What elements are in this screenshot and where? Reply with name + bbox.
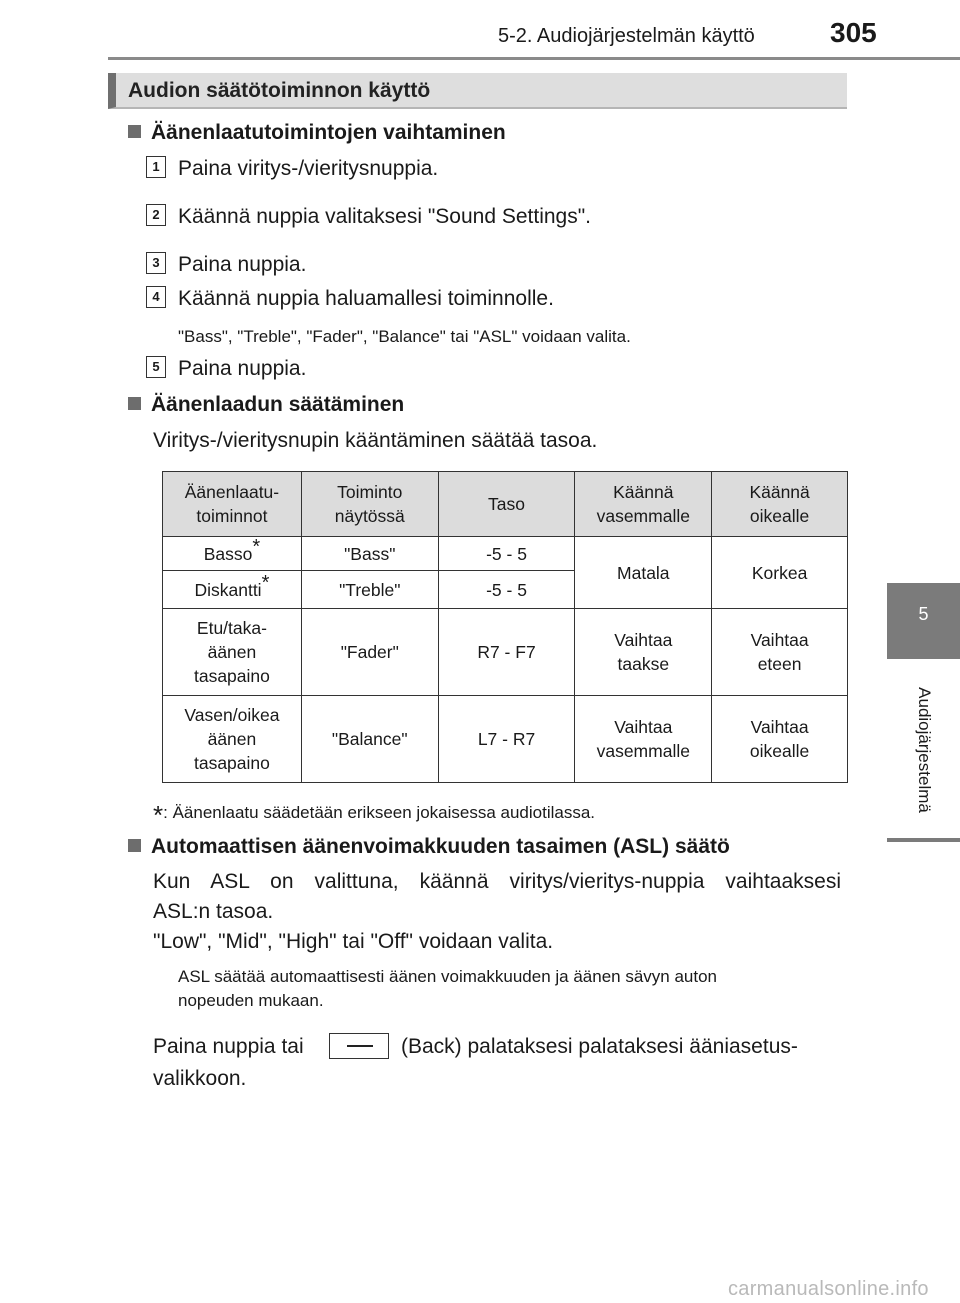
chapter-tab-label-box xyxy=(887,662,960,838)
subheading-asl xyxy=(128,835,730,859)
footnote-star: * xyxy=(252,535,261,558)
header-text: Toiminto näytössä xyxy=(334,482,405,526)
paragraph: Viritys-/vieritysnupin kääntäminen säätää tasoa. xyxy=(153,429,598,452)
sound-settings-table xyxy=(162,471,848,783)
cell-text: Vaihtaa oikealle xyxy=(749,717,810,761)
table-header-cell xyxy=(575,472,712,537)
table-row xyxy=(163,696,848,783)
table-cell: -5 - 5 xyxy=(438,537,575,571)
table-cell xyxy=(163,609,302,696)
table-cell: "Treble" xyxy=(301,571,438,609)
paragraph-line: Paina nuppia tai xyxy=(153,1035,304,1058)
table-header-cell xyxy=(438,472,575,537)
table-cell xyxy=(163,537,302,571)
header-section-title: 5-2. Audiojärjestelmän käyttö xyxy=(498,25,755,47)
subheading-tone-adjust xyxy=(128,393,404,417)
table-cell: R7 - F7 xyxy=(438,609,575,696)
footnote-star: * xyxy=(261,571,270,594)
chapter-label: Audiojärjestelmä xyxy=(914,687,934,813)
chapter-number: 5 xyxy=(918,604,929,624)
note-line: nopeuden mukaan. xyxy=(178,991,324,1010)
table-cell-merged: Matala xyxy=(575,537,712,609)
step-text: Käännä nuppia haluamallesi toiminnolle. xyxy=(178,287,554,310)
back-button-icon xyxy=(329,1033,389,1059)
subheading-text: Äänenlaadun säätäminen xyxy=(151,393,405,416)
table-cell: "Balance" xyxy=(301,696,438,783)
subheading-text: Automaattisen äänenvoimakkuuden tasaimen (ASL) säätö xyxy=(151,835,730,858)
cell-text: Vasen/oikea äänen tasapaino xyxy=(184,705,280,773)
subheading-sound-modes xyxy=(128,121,506,145)
bullet-square-icon xyxy=(128,125,141,138)
table-cell xyxy=(575,609,712,696)
table-header-row xyxy=(163,472,848,537)
step-text: Paina nuppia. xyxy=(178,357,307,380)
cell-text: Vaihtaa taakse xyxy=(614,630,673,674)
table-row xyxy=(163,609,848,696)
table-cell xyxy=(163,696,302,783)
bullet-square-icon xyxy=(128,839,141,852)
paragraph-line: ASL:n tasoa. xyxy=(153,900,274,923)
chapter-tab-rule xyxy=(887,838,960,842)
table-cell xyxy=(712,609,848,696)
note-line: ASL säätää automaattisesti äänen voimakkuuden ja äänen sävyn auton xyxy=(178,967,718,986)
paragraph-line: "Low", "Mid", "High" tai "Off" voidaan valita. xyxy=(153,930,554,953)
section-title: Audion säätötoiminnon käyttö xyxy=(128,79,431,102)
chapter-tab xyxy=(887,583,960,659)
subheading-text: Äänenlaatutoimintojen vaihtaminen xyxy=(151,121,506,144)
paragraph-line: valikkoon. xyxy=(153,1067,247,1090)
header-text: Käännä vasemmalle xyxy=(596,482,690,526)
header-rule xyxy=(108,57,960,60)
table-row xyxy=(163,537,848,571)
table-cell: L7 - R7 xyxy=(438,696,575,783)
step-text: Käännä nuppia valitaksesi "Sound Settings". xyxy=(178,205,592,228)
section-header xyxy=(108,73,847,109)
step-number: 3 xyxy=(146,252,166,274)
cell-text: Diskantti xyxy=(194,579,262,600)
paragraph-line: (Back) palataksesi palataksesi ääniasetus- xyxy=(401,1035,798,1058)
bullet-square-icon xyxy=(128,397,141,410)
step-text: Paina viritys-/vieritysnuppia. xyxy=(178,157,439,180)
table-cell: -5 - 5 xyxy=(438,571,575,609)
watermark: carmanualsonline.info xyxy=(728,1278,929,1300)
cell-text: Basso xyxy=(203,543,253,564)
back-dash-icon xyxy=(347,1045,373,1047)
page-number: 305 xyxy=(830,17,877,48)
header-text: Taso xyxy=(488,494,525,514)
step-number: 4 xyxy=(146,286,166,308)
step-text: Paina nuppia. xyxy=(178,253,307,276)
table-cell xyxy=(163,571,302,609)
note-text: "Bass", "Treble", "Fader", "Balance" tai "ASL" voidaan valita. xyxy=(178,327,631,346)
footnote xyxy=(153,794,596,830)
table-cell: "Fader" xyxy=(301,609,438,696)
table-cell xyxy=(712,696,848,783)
table-header-cell xyxy=(712,472,848,537)
table-header-cell xyxy=(163,472,302,537)
table-cell xyxy=(575,696,712,783)
header-text: Käännä oikealle xyxy=(749,482,810,526)
header-text: Äänenlaatu- toiminnot xyxy=(184,482,280,526)
step-number: 2 xyxy=(146,204,166,226)
cell-text: Vaihtaa vasemmalle xyxy=(596,717,690,761)
step-number: 5 xyxy=(146,356,166,378)
cell-text: Etu/taka- äänen tasapaino xyxy=(193,618,270,686)
table-header-cell xyxy=(301,472,438,537)
cell-text: Vaihtaa eteen xyxy=(750,630,809,674)
table-cell: "Bass" xyxy=(301,537,438,571)
footnote-text: : Äänenlaatu säädetään erikseen jokaisessa audiotilassa. xyxy=(163,803,596,822)
footnote-star: * xyxy=(153,800,164,830)
step-number: 1 xyxy=(146,156,166,178)
paragraph-line: Kun ASL on valittuna, käännä viritys/vieritys-nuppia vaihtaaksesi xyxy=(153,870,841,893)
table-cell-merged: Korkea xyxy=(712,537,848,609)
